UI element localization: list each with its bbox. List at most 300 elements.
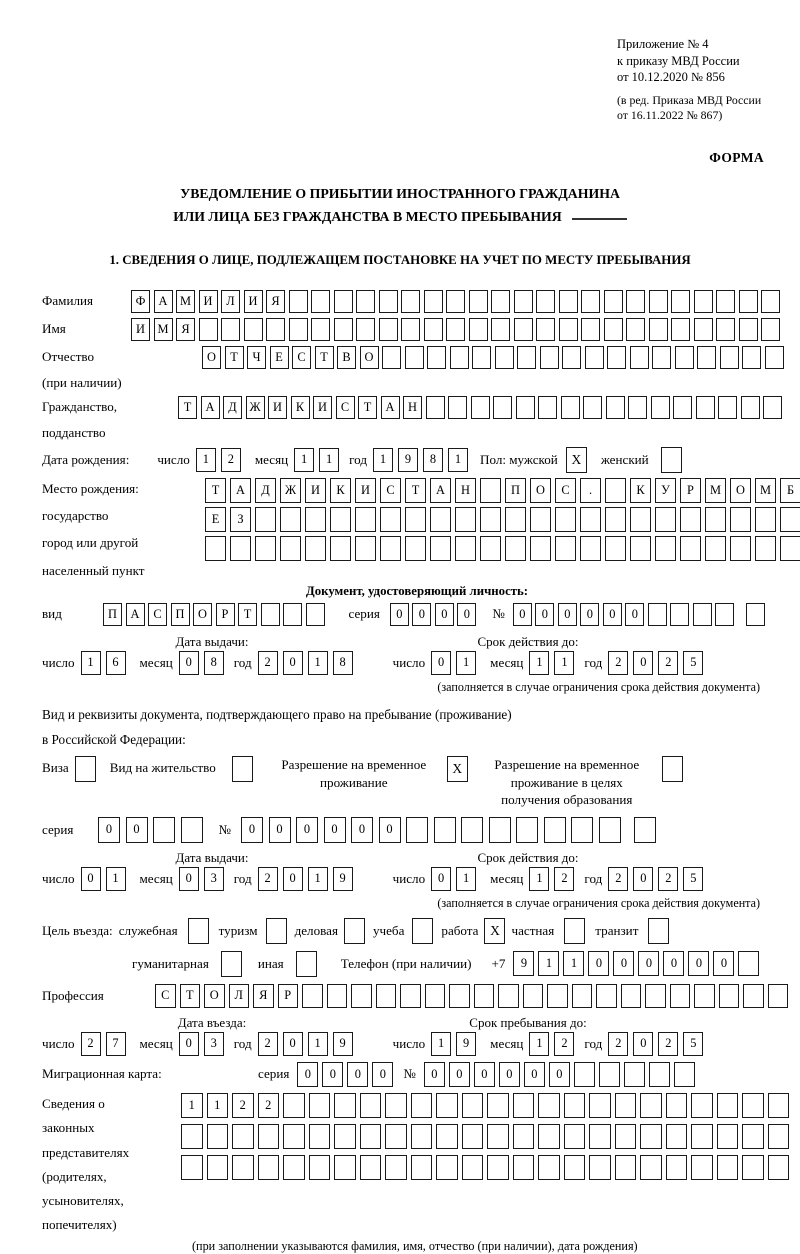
char-cell[interactable]: 0	[633, 651, 653, 675]
char-cell[interactable]	[765, 346, 784, 369]
char-cell[interactable]	[449, 984, 470, 1008]
char-cell[interactable]	[739, 318, 758, 341]
char-cell[interactable]	[258, 1124, 280, 1149]
char-cell[interactable]	[666, 1124, 688, 1149]
char-cell[interactable]: Н	[455, 478, 476, 503]
char-cell[interactable]: 0	[179, 867, 199, 891]
char-cell[interactable]: П	[103, 603, 122, 626]
char-cell[interactable]	[462, 1093, 484, 1118]
char-cell[interactable]	[487, 1093, 509, 1118]
char-cell[interactable]	[514, 318, 533, 341]
char-cell[interactable]: 0	[322, 1062, 343, 1087]
char-cell[interactable]: 0	[625, 603, 644, 626]
char-cell[interactable]: 0	[638, 951, 659, 976]
char-cell[interactable]: 3	[204, 1032, 224, 1056]
char-cell[interactable]	[761, 318, 780, 341]
char-cell[interactable]: 0	[513, 603, 532, 626]
char-cell[interactable]: 0	[379, 817, 401, 843]
char-cell[interactable]	[780, 536, 800, 561]
char-cell[interactable]	[547, 984, 568, 1008]
char-cell[interactable]	[630, 346, 649, 369]
char-cell[interactable]	[205, 536, 226, 561]
char-cell[interactable]	[705, 536, 726, 561]
char-cell[interactable]	[607, 346, 626, 369]
char-cell[interactable]	[562, 346, 581, 369]
char-cell[interactable]	[411, 1155, 433, 1180]
char-cell[interactable]	[640, 1093, 662, 1118]
char-cell[interactable]	[493, 396, 512, 419]
char-cell[interactable]	[630, 536, 651, 561]
checkbox-visa[interactable]	[75, 756, 96, 782]
char-cell[interactable]	[564, 1093, 586, 1118]
char-cell[interactable]: Т	[315, 346, 334, 369]
char-cell[interactable]	[355, 536, 376, 561]
char-cell[interactable]	[538, 396, 557, 419]
char-cell[interactable]	[730, 507, 751, 532]
char-cell[interactable]	[406, 817, 428, 843]
char-cell[interactable]: 0	[296, 817, 318, 843]
char-cell[interactable]	[675, 346, 694, 369]
checkbox-purpose-private[interactable]	[564, 918, 585, 944]
char-cell[interactable]: 1	[319, 448, 339, 472]
char-cell[interactable]	[280, 536, 301, 561]
char-cell[interactable]	[207, 1155, 229, 1180]
char-cell[interactable]: 2	[232, 1093, 254, 1118]
char-cell[interactable]	[405, 346, 424, 369]
char-cell[interactable]: О	[530, 478, 551, 503]
char-cell[interactable]	[589, 1124, 611, 1149]
char-cell[interactable]: 2	[258, 867, 278, 891]
char-cell[interactable]	[434, 817, 456, 843]
char-cell[interactable]	[181, 817, 203, 843]
char-cell[interactable]: 2	[658, 1032, 678, 1056]
char-cell[interactable]: А	[230, 478, 251, 503]
char-cell[interactable]: И	[305, 478, 326, 503]
char-cell[interactable]	[385, 1155, 407, 1180]
char-cell[interactable]	[430, 536, 451, 561]
char-cell[interactable]	[491, 290, 510, 313]
char-cell[interactable]: Я	[176, 318, 195, 341]
char-cell[interactable]	[615, 1155, 637, 1180]
char-cell[interactable]	[255, 536, 276, 561]
char-cell[interactable]	[455, 507, 476, 532]
char-cell[interactable]	[356, 318, 375, 341]
char-cell[interactable]: П	[171, 603, 190, 626]
char-cell[interactable]	[574, 1062, 595, 1087]
char-cell[interactable]	[302, 984, 323, 1008]
char-cell[interactable]	[717, 1093, 739, 1118]
char-cell[interactable]	[311, 318, 330, 341]
char-cell[interactable]	[615, 1124, 637, 1149]
char-cell[interactable]	[693, 603, 712, 626]
char-cell[interactable]	[630, 507, 651, 532]
char-cell[interactable]: 8	[423, 448, 443, 472]
char-cell[interactable]: 2	[81, 1032, 101, 1056]
checkbox-temp-residence-edu[interactable]	[662, 756, 683, 782]
char-cell[interactable]	[469, 318, 488, 341]
char-cell[interactable]	[283, 1155, 305, 1180]
checkbox-purpose-work[interactable]: X	[484, 918, 505, 944]
char-cell[interactable]	[283, 1093, 305, 1118]
char-cell[interactable]	[589, 1093, 611, 1118]
char-cell[interactable]	[474, 984, 495, 1008]
char-cell[interactable]	[555, 536, 576, 561]
char-cell[interactable]	[604, 318, 623, 341]
char-cell[interactable]	[446, 318, 465, 341]
char-cell[interactable]	[505, 536, 526, 561]
char-cell[interactable]	[427, 346, 446, 369]
char-cell[interactable]	[739, 290, 758, 313]
char-cell[interactable]: Е	[205, 507, 226, 532]
char-cell[interactable]	[544, 817, 566, 843]
char-cell[interactable]	[221, 318, 240, 341]
char-cell[interactable]	[516, 817, 538, 843]
char-cell[interactable]: 1	[308, 867, 328, 891]
char-cell[interactable]	[634, 817, 656, 843]
char-cell[interactable]	[517, 346, 536, 369]
char-cell[interactable]: М	[705, 478, 726, 503]
char-cell[interactable]	[538, 1124, 560, 1149]
char-cell[interactable]	[424, 318, 443, 341]
char-cell[interactable]	[628, 396, 647, 419]
char-cell[interactable]: 7	[106, 1032, 126, 1056]
char-cell[interactable]: С	[292, 346, 311, 369]
char-cell[interactable]	[244, 318, 263, 341]
char-cell[interactable]	[694, 318, 713, 341]
char-cell[interactable]	[258, 1155, 280, 1180]
char-cell[interactable]	[538, 1155, 560, 1180]
char-cell[interactable]: 0	[580, 603, 599, 626]
char-cell[interactable]: 9	[513, 951, 534, 976]
char-cell[interactable]	[309, 1093, 331, 1118]
char-cell[interactable]: 0	[713, 951, 734, 976]
char-cell[interactable]: О	[204, 984, 225, 1008]
char-cell[interactable]: 0	[179, 651, 199, 675]
char-cell[interactable]	[472, 346, 491, 369]
char-cell[interactable]: 2	[658, 651, 678, 675]
char-cell[interactable]: 0	[241, 817, 263, 843]
char-cell[interactable]	[694, 290, 713, 313]
char-cell[interactable]	[768, 1155, 790, 1180]
checkbox-purpose-tourism[interactable]	[266, 918, 287, 944]
char-cell[interactable]	[691, 1093, 713, 1118]
char-cell[interactable]	[330, 536, 351, 561]
char-cell[interactable]	[334, 1155, 356, 1180]
char-cell[interactable]: Я	[266, 290, 285, 313]
char-cell[interactable]: Н	[403, 396, 422, 419]
char-cell[interactable]	[626, 290, 645, 313]
char-cell[interactable]: 1	[529, 1032, 549, 1056]
char-cell[interactable]: 1	[294, 448, 314, 472]
char-cell[interactable]	[306, 603, 325, 626]
char-cell[interactable]	[181, 1155, 203, 1180]
char-cell[interactable]: 9	[333, 1032, 353, 1056]
char-cell[interactable]	[207, 1124, 229, 1149]
char-cell[interactable]	[401, 318, 420, 341]
char-cell[interactable]: О	[202, 346, 221, 369]
char-cell[interactable]	[153, 817, 175, 843]
char-cell[interactable]	[599, 817, 621, 843]
char-cell[interactable]	[523, 984, 544, 1008]
char-cell[interactable]	[480, 478, 501, 503]
char-cell[interactable]	[491, 318, 510, 341]
char-cell[interactable]: Л	[229, 984, 250, 1008]
char-cell[interactable]	[379, 290, 398, 313]
char-cell[interactable]	[230, 536, 251, 561]
char-cell[interactable]: 0	[324, 817, 346, 843]
checkbox-purpose-business[interactable]	[344, 918, 365, 944]
char-cell[interactable]: 2	[608, 651, 628, 675]
char-cell[interactable]	[580, 536, 601, 561]
char-cell[interactable]: 0	[81, 867, 101, 891]
char-cell[interactable]: 0	[179, 1032, 199, 1056]
checkbox-residence-permit[interactable]	[232, 756, 253, 782]
char-cell[interactable]	[645, 984, 666, 1008]
char-cell[interactable]: И	[313, 396, 332, 419]
char-cell[interactable]	[401, 290, 420, 313]
char-cell[interactable]	[356, 290, 375, 313]
char-cell[interactable]: 0	[474, 1062, 495, 1087]
char-cell[interactable]: 0	[535, 603, 554, 626]
char-cell[interactable]: 0	[126, 817, 148, 843]
char-cell[interactable]: Е	[270, 346, 289, 369]
char-cell[interactable]	[768, 1124, 790, 1149]
char-cell[interactable]: Т	[405, 478, 426, 503]
char-cell[interactable]	[666, 1093, 688, 1118]
char-cell[interactable]	[334, 1093, 356, 1118]
char-cell[interactable]: Р	[680, 478, 701, 503]
char-cell[interactable]: 1	[431, 1032, 451, 1056]
char-cell[interactable]: 0	[98, 817, 120, 843]
char-cell[interactable]	[495, 346, 514, 369]
char-cell[interactable]	[671, 318, 690, 341]
char-cell[interactable]: 0	[390, 603, 409, 626]
char-cell[interactable]	[498, 984, 519, 1008]
char-cell[interactable]: 0	[558, 603, 577, 626]
char-cell[interactable]	[309, 1155, 331, 1180]
char-cell[interactable]	[360, 1124, 382, 1149]
char-cell[interactable]	[334, 318, 353, 341]
char-cell[interactable]: 1	[529, 651, 549, 675]
char-cell[interactable]	[580, 507, 601, 532]
char-cell[interactable]: Д	[255, 478, 276, 503]
char-cell[interactable]: 0	[663, 951, 684, 976]
char-cell[interactable]: И	[355, 478, 376, 503]
char-cell[interactable]	[655, 536, 676, 561]
char-cell[interactable]	[743, 984, 764, 1008]
char-cell[interactable]	[462, 1155, 484, 1180]
char-cell[interactable]: 0	[633, 1032, 653, 1056]
char-cell[interactable]: О	[360, 346, 379, 369]
char-cell[interactable]	[755, 536, 776, 561]
char-cell[interactable]: 5	[683, 1032, 703, 1056]
char-cell[interactable]	[436, 1093, 458, 1118]
char-cell[interactable]: К	[291, 396, 310, 419]
char-cell[interactable]: 1	[373, 448, 393, 472]
char-cell[interactable]: 2	[608, 1032, 628, 1056]
char-cell[interactable]: 9	[398, 448, 418, 472]
char-cell[interactable]	[599, 1062, 620, 1087]
char-cell[interactable]	[768, 984, 789, 1008]
char-cell[interactable]: Т	[178, 396, 197, 419]
char-cell[interactable]: 0	[283, 1032, 303, 1056]
char-cell[interactable]: М	[176, 290, 195, 313]
char-cell[interactable]	[425, 984, 446, 1008]
char-cell[interactable]	[283, 603, 302, 626]
char-cell[interactable]	[436, 1124, 458, 1149]
char-cell[interactable]	[572, 984, 593, 1008]
char-cell[interactable]: М	[154, 318, 173, 341]
char-cell[interactable]	[697, 346, 716, 369]
char-cell[interactable]	[720, 346, 739, 369]
char-cell[interactable]	[330, 507, 351, 532]
char-cell[interactable]: 0	[283, 867, 303, 891]
char-cell[interactable]	[430, 507, 451, 532]
char-cell[interactable]	[405, 507, 426, 532]
char-cell[interactable]	[670, 984, 691, 1008]
char-cell[interactable]	[589, 1155, 611, 1180]
char-cell[interactable]: 1	[448, 448, 468, 472]
char-cell[interactable]: 2	[554, 1032, 574, 1056]
char-cell[interactable]	[351, 984, 372, 1008]
char-cell[interactable]	[385, 1093, 407, 1118]
char-cell[interactable]	[768, 1093, 790, 1118]
char-cell[interactable]	[680, 507, 701, 532]
char-cell[interactable]: 1	[529, 867, 549, 891]
char-cell[interactable]	[513, 1155, 535, 1180]
char-cell[interactable]	[305, 536, 326, 561]
char-cell[interactable]: 0	[297, 1062, 318, 1087]
char-cell[interactable]: 2	[554, 867, 574, 891]
char-cell[interactable]	[283, 1124, 305, 1149]
checkbox-purpose-humanitarian[interactable]	[221, 951, 242, 977]
char-cell[interactable]: 0	[412, 603, 431, 626]
char-cell[interactable]	[742, 1093, 764, 1118]
char-cell[interactable]: 1	[196, 448, 216, 472]
char-cell[interactable]	[649, 290, 668, 313]
checkbox-male[interactable]: X	[566, 447, 587, 473]
char-cell[interactable]: У	[655, 478, 676, 503]
char-cell[interactable]	[380, 536, 401, 561]
char-cell[interactable]: 5	[683, 867, 703, 891]
char-cell[interactable]	[741, 396, 760, 419]
char-cell[interactable]: Т	[180, 984, 201, 1008]
char-cell[interactable]	[513, 1124, 535, 1149]
char-cell[interactable]	[742, 1124, 764, 1149]
char-cell[interactable]	[199, 318, 218, 341]
checkbox-purpose-study[interactable]	[412, 918, 433, 944]
char-cell[interactable]: .	[580, 478, 601, 503]
checkbox-purpose-transit[interactable]	[648, 918, 669, 944]
char-cell[interactable]	[232, 1155, 254, 1180]
char-cell[interactable]	[559, 290, 578, 313]
char-cell[interactable]	[691, 1155, 713, 1180]
char-cell[interactable]: С	[380, 478, 401, 503]
char-cell[interactable]	[360, 1093, 382, 1118]
char-cell[interactable]	[382, 346, 401, 369]
char-cell[interactable]	[670, 603, 689, 626]
char-cell[interactable]	[649, 1062, 670, 1087]
char-cell[interactable]: 0	[499, 1062, 520, 1087]
checkbox-purpose-official[interactable]	[188, 918, 209, 944]
char-cell[interactable]	[559, 318, 578, 341]
char-cell[interactable]: 2	[221, 448, 241, 472]
char-cell[interactable]	[385, 1124, 407, 1149]
char-cell[interactable]: 5	[683, 651, 703, 675]
char-cell[interactable]	[334, 1124, 356, 1149]
char-cell[interactable]: С	[148, 603, 167, 626]
char-cell[interactable]: Я	[253, 984, 274, 1008]
char-cell[interactable]	[376, 984, 397, 1008]
char-cell[interactable]	[640, 1155, 662, 1180]
char-cell[interactable]	[516, 396, 535, 419]
char-cell[interactable]: А	[201, 396, 220, 419]
char-cell[interactable]	[266, 318, 285, 341]
char-cell[interactable]: Ч	[247, 346, 266, 369]
char-cell[interactable]: И	[244, 290, 263, 313]
char-cell[interactable]: М	[755, 478, 776, 503]
char-cell[interactable]	[530, 536, 551, 561]
char-cell[interactable]: Т	[225, 346, 244, 369]
char-cell[interactable]: 0	[351, 817, 373, 843]
char-cell[interactable]	[624, 1062, 645, 1087]
char-cell[interactable]: В	[337, 346, 356, 369]
char-cell[interactable]: Р	[216, 603, 235, 626]
char-cell[interactable]: О	[730, 478, 751, 503]
char-cell[interactable]: 1	[308, 1032, 328, 1056]
char-cell[interactable]	[583, 396, 602, 419]
char-cell[interactable]: А	[126, 603, 145, 626]
char-cell[interactable]: С	[155, 984, 176, 1008]
char-cell[interactable]: О	[193, 603, 212, 626]
char-cell[interactable]	[513, 1093, 535, 1118]
char-cell[interactable]	[540, 346, 559, 369]
char-cell[interactable]	[671, 290, 690, 313]
char-cell[interactable]	[380, 507, 401, 532]
char-cell[interactable]: Т	[358, 396, 377, 419]
char-cell[interactable]	[738, 951, 759, 976]
char-cell[interactable]	[581, 290, 600, 313]
char-cell[interactable]: 0	[435, 603, 454, 626]
char-cell[interactable]	[651, 396, 670, 419]
char-cell[interactable]: К	[330, 478, 351, 503]
char-cell[interactable]: 0	[424, 1062, 445, 1087]
char-cell[interactable]	[309, 1124, 331, 1149]
char-cell[interactable]	[471, 396, 490, 419]
char-cell[interactable]	[411, 1124, 433, 1149]
char-cell[interactable]: А	[381, 396, 400, 419]
char-cell[interactable]	[555, 507, 576, 532]
char-cell[interactable]: 0	[431, 651, 451, 675]
char-cell[interactable]: 0	[549, 1062, 570, 1087]
char-cell[interactable]	[655, 507, 676, 532]
char-cell[interactable]: 0	[524, 1062, 545, 1087]
char-cell[interactable]: 0	[347, 1062, 368, 1087]
char-cell[interactable]	[489, 817, 511, 843]
char-cell[interactable]: 1	[563, 951, 584, 976]
char-cell[interactable]	[327, 984, 348, 1008]
char-cell[interactable]	[705, 507, 726, 532]
char-cell[interactable]	[450, 346, 469, 369]
char-cell[interactable]	[626, 318, 645, 341]
char-cell[interactable]: 2	[258, 651, 278, 675]
char-cell[interactable]: Б	[780, 478, 800, 503]
char-cell[interactable]	[606, 396, 625, 419]
char-cell[interactable]: 1	[308, 651, 328, 675]
char-cell[interactable]	[605, 536, 626, 561]
char-cell[interactable]	[355, 507, 376, 532]
char-cell[interactable]: 2	[658, 867, 678, 891]
